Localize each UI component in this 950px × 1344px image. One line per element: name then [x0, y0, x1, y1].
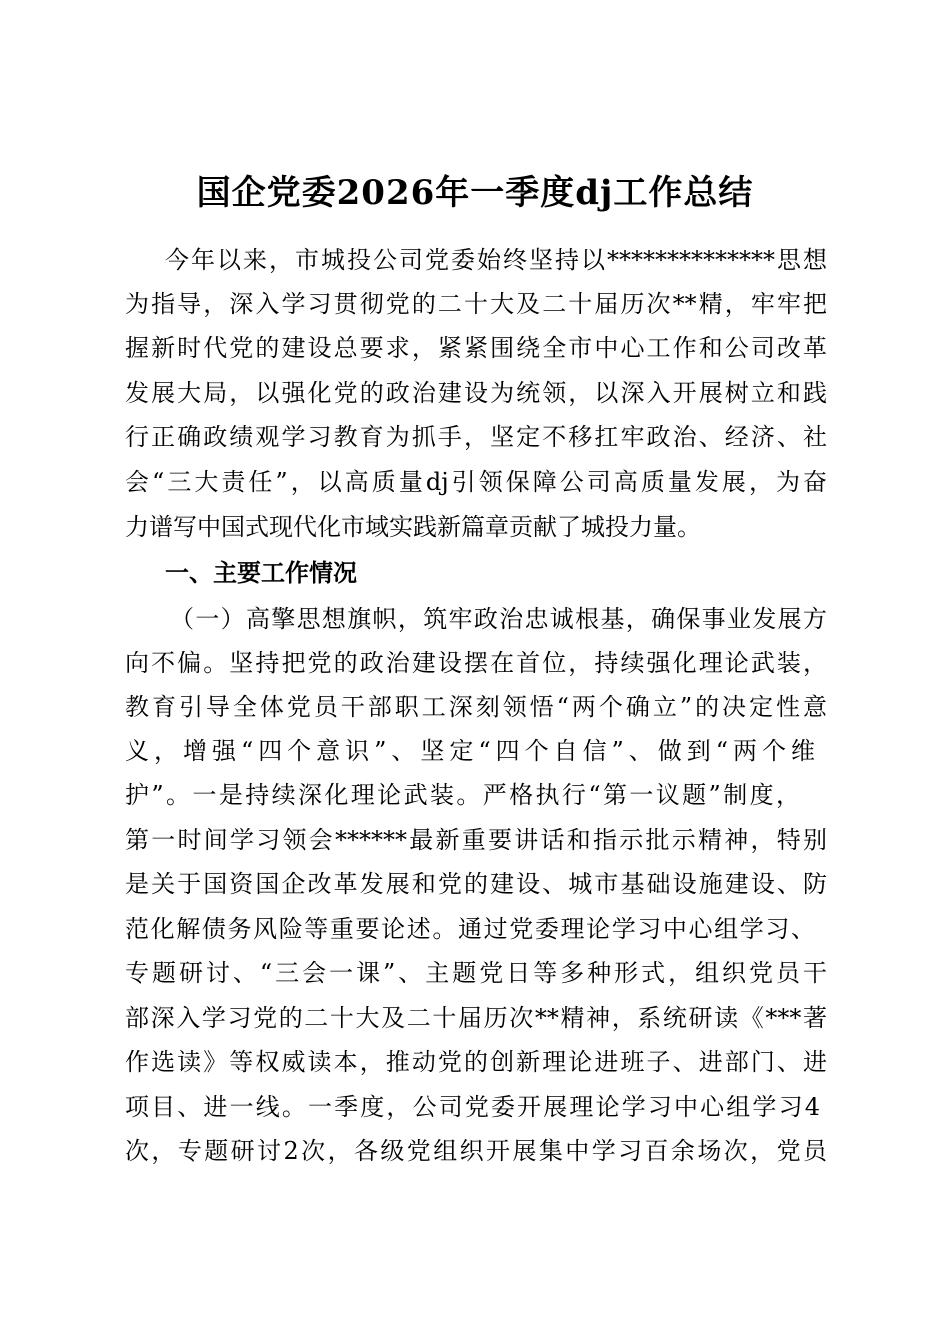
- text-line: 行正确政绩观学习教育为抓手，坚定不移扛牢政治、经济、社: [125, 423, 827, 451]
- text-line: 部深入学习党的二十大及二十届历次**精神，系统研读《***著: [125, 1004, 827, 1032]
- text-line: 义，增强“四个意识”、坚定“四个自信”、做到“两个维: [125, 737, 815, 765]
- text-line: 范化解债务风险等重要论述。通过党委理论学习中心组学习、: [125, 915, 815, 943]
- text-line: 项目、进一线。一季度，公司党委开展理论学习中心组学习4: [125, 1093, 820, 1121]
- text-line: 握新时代党的建设总要求，紧紧围绕全市中心工作和公司改革: [125, 334, 827, 362]
- text-line: 是关于国资国企改革发展和党的建设、城市基础设施建设、防: [125, 870, 827, 898]
- document-title: 国企党委2026年一季度dj工作总结: [196, 173, 754, 213]
- text-line: 次，专题研讨2次，各级党组织开展集中学习百余场次，党员: [125, 1137, 827, 1165]
- text-line: 为指导，深入学习贯彻党的二十大及二十届历次**精，牢牢把: [125, 290, 827, 318]
- text-line: 今年以来，市城投公司党委始终坚持以**************思想: [165, 246, 827, 274]
- text-line: 会“三大责任”，以高质量dj引领保障公司高质量发展，为奋: [125, 468, 827, 496]
- text-line: 护”。一是持续深化理论武装。严格执行“第一议题”制度，: [125, 781, 800, 809]
- section-heading: 一、主要工作情况: [165, 558, 357, 587]
- text-line: 发展大局，以强化党的政治建设为统领，以深入开展树立和践: [125, 379, 827, 407]
- text-line: （一）高擎思想旗帜，筑牢政治忠诚根基，确保事业发展方: [170, 605, 827, 633]
- text-line: 力谱写中国式现代化市域实践新篇章贡献了城投力量。: [125, 513, 701, 541]
- text-line: 教育引导全体党员干部职工深刻领悟“两个确立”的决定性意: [125, 693, 827, 721]
- text-line: 向不偏。坚持把党的政治建设摆在首位，持续强化理论武装，: [125, 649, 827, 677]
- text-line: 作选读》等权威读本，推动党的创新理论进班子、进部门、进: [125, 1048, 827, 1076]
- text-line: 第一时间学习领会******最新重要讲话和指示批示精神，特别: [125, 826, 827, 854]
- text-line: 专题研讨、“三会一课”、主题党日等多种形式，组织党员干: [125, 959, 827, 987]
